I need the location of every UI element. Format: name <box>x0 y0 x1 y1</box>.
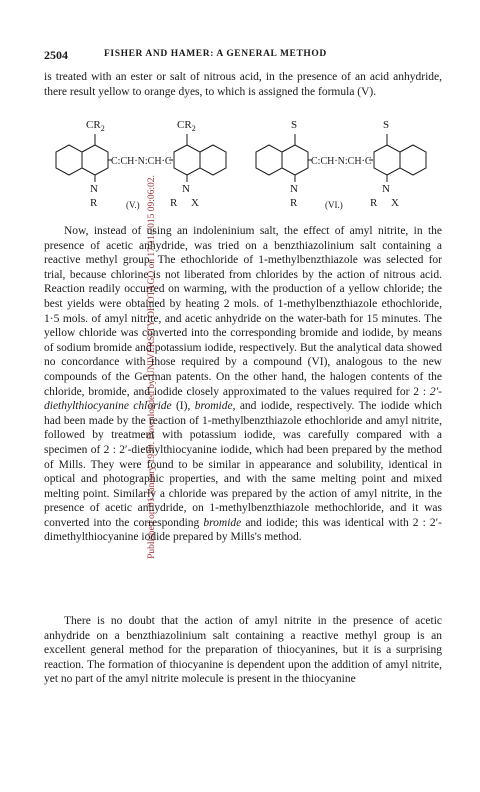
formula-v-label: (V.) <box>126 200 140 210</box>
page-number: 2504 <box>44 48 68 62</box>
benzene-ring-vi-right <box>400 145 426 175</box>
formula-vi-label: (VI.) <box>325 200 343 210</box>
formula-v-chain: C:CH·N:CH·C <box>111 156 172 167</box>
paragraph-main-text-4: and iodide; this was identical with 2 : 2′-dimethylthiocyanine iodide prepared by Mills's method. <box>44 516 442 544</box>
page-header <box>44 48 442 62</box>
formula-v-r-left: R <box>90 197 98 209</box>
formula-vi-chain: C:CH·N:CH·C <box>311 156 372 167</box>
formula-v-n-right: N <box>182 183 190 195</box>
paragraph-main-text-3: , and iodide, respectively. The iodide which had been made by the reaction of 1-methylbenzthiazole ethochloride and amyl nitrite, followed by treatment with potassium iodide, was carefully compared with a specimen of 2 : 2′-diethylthiocyanine iodide, which had been prepared by the method of Mills. They were found to be similar in appearance and solubility, identical in optical and photographic properties, and with the same melting point and mixed melting point. Similarly a chloride was prepared by the action of amyl nitrite, in the presence of acetic anhydride, on 1-methylbenzthiazole methochloride, and it was converted into the corresponding <box>44 400 442 529</box>
download-watermark: Published on 01 January 1930. Downloaded by UNIVERSITY OF OTAGO on 17/11/2015 09:06:02. <box>147 175 157 559</box>
paragraph-main <box>44 224 442 545</box>
paragraph-main-italic-1: 2′-diethylthiocyanine chloride <box>44 385 442 413</box>
running-title: FISHER AND HAMER: A GENERAL METHOD <box>104 49 327 59</box>
benzene-ring-vi-left <box>256 145 282 175</box>
formula-vi-r-left: R <box>290 197 298 209</box>
paragraph-main-italic-3: bromide <box>203 516 242 529</box>
formula-v-left-top: $CR_2$ <box>86 119 105 133</box>
paragraph-main-text-1: Now, instead of using an indoleninium salt, the effect of amyl nitrite, in the presence of acetic anhydride, was tried on a benzthiazolinium salt containing a reactive methyl group. The ethochloride of 1-methylbenzthiazole was selected for trial, because chlorine is not liberated from chlorides by the action of nitrous acid. Reaction readily occurred on warming, with the production of a yellow chloride; the best yields were obtained by heating 2 mols. of 1-methylbenzthiazole ethochloride, 1·5 mols. of amyl nitrite, and acetic anhydride on the water-bath for 15 minutes. The yellow chloride was converted into the corresponding bromide and iodide, by means of sodium bromide and potassium iodide, respectively. But the analytical data showed no concordance with those required by a compound (VI), analogous to the new compounds of the German patents. On the other hand, the halogen contents of the chloride, bromide, and iodide closely approximated to the values required for 2 : <box>44 225 442 398</box>
formula-v-r-right: R <box>170 197 178 209</box>
five-ring-vi-right <box>374 145 400 175</box>
formula-vi-x: X <box>391 197 399 209</box>
formula-v-x: X <box>191 197 199 209</box>
paragraph-main-text-2: (I), <box>171 400 195 413</box>
formula-vi-left-top: S <box>291 119 298 131</box>
formula-vi-n-left: N <box>290 183 298 195</box>
five-ring-v-left <box>82 145 108 175</box>
formula-v-right-top: $CR_2$ <box>177 119 196 133</box>
paragraph-conclusion: There is no doubt that the action of amyl nitrite in the presence of acetic anhydride on a benzthiazolinium salt containing a reactive methyl group is an excellent general method for the preparation of thiocyanines, but it is a surprising reaction. The formation of thiocyanine is dependent upon the addition of amyl nitrite, yet no part of the amyl nitrite molecule is present in the thiocyanine <box>44 615 442 686</box>
benzene-ring-v-left <box>56 145 82 175</box>
formula-vi-right-top: S <box>383 119 390 131</box>
paragraph-intro: is treated with an ester or salt of nitrous acid, in the presence of an acid anhydride, there result yellow to orange dyes, to which is assigned the formula (V). <box>44 71 442 98</box>
benzene-ring-v-right <box>200 145 226 175</box>
formula-vi-n-right: N <box>382 183 390 195</box>
structural-formulas <box>54 116 444 222</box>
formula-vi-r-right: R <box>370 197 378 209</box>
formula-v-n-left: N <box>90 183 98 195</box>
paragraph-main-italic-2: bromide <box>194 400 233 413</box>
five-ring-v-right <box>174 145 200 175</box>
five-ring-vi-left <box>282 145 308 175</box>
